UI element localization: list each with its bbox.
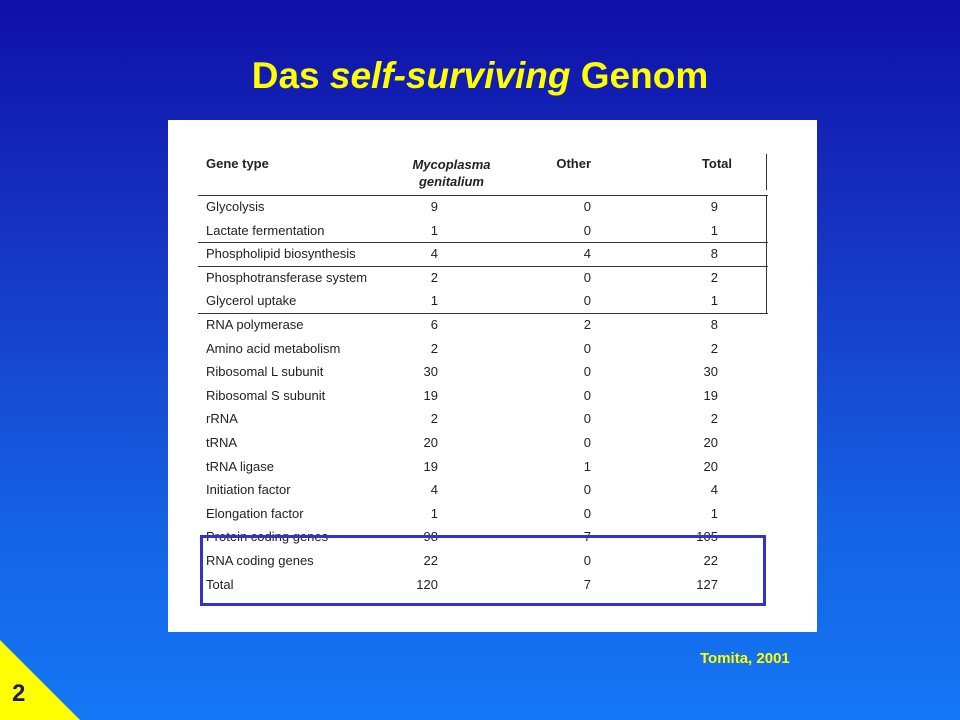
table-header-row <box>198 154 768 196</box>
gene-table <box>198 154 768 597</box>
table-row <box>198 432 768 456</box>
cell-total: 20 <box>703 458 718 474</box>
cell-gene-type: Glycerol uptake <box>206 293 297 309</box>
cell-other: 0 <box>583 387 591 403</box>
cell-mycoplasma: 19 <box>423 387 438 403</box>
cell-total: 127 <box>696 576 718 592</box>
table-row <box>198 456 768 480</box>
cell-mycoplasma: 4 <box>430 246 438 262</box>
cell-total: 2 <box>710 269 718 285</box>
cell-total: 1 <box>710 222 718 238</box>
table-row <box>198 408 768 432</box>
cell-mycoplasma: 22 <box>423 552 438 568</box>
table-divider <box>198 313 768 314</box>
table-row <box>198 267 768 291</box>
cell-mycoplasma: 2 <box>430 269 438 285</box>
cell-mycoplasma: 1 <box>430 293 438 309</box>
cell-other: 7 <box>583 529 591 545</box>
summary-highlight-box <box>200 535 766 606</box>
cell-mycoplasma: 2 <box>430 411 438 427</box>
table-divider <box>198 242 768 243</box>
table-row <box>198 338 768 362</box>
cell-mycoplasma: 2 <box>430 340 438 356</box>
cell-other: 0 <box>583 364 591 380</box>
header-other: Other <box>556 156 591 171</box>
table-vertical-line <box>766 196 767 314</box>
title-suffix: Genom <box>570 55 709 96</box>
cell-other: 7 <box>583 576 591 592</box>
header-total: Total <box>701 156 732 171</box>
cell-gene-type: Protein coding genes <box>206 529 329 545</box>
cell-total: 1 <box>710 293 718 309</box>
cell-gene-type: Ribosomal S subunit <box>206 387 326 403</box>
cell-mycoplasma: 1 <box>430 505 438 521</box>
table-row <box>198 479 768 503</box>
cell-gene-type: RNA polymerase <box>206 316 304 332</box>
cell-gene-type: Phospholipid biosynthesis <box>206 246 356 262</box>
cell-other: 0 <box>583 269 591 285</box>
cell-mycoplasma: 98 <box>423 529 438 545</box>
cell-total: 19 <box>703 387 718 403</box>
table-row <box>198 290 768 314</box>
cell-total: 4 <box>710 482 718 498</box>
table-divider <box>198 195 768 196</box>
cell-gene-type: tRNA <box>206 434 238 450</box>
cell-other: 0 <box>583 482 591 498</box>
cell-total: 8 <box>710 246 718 262</box>
cell-gene-type: Ribosomal L subunit <box>206 364 324 380</box>
cell-mycoplasma: 1 <box>430 222 438 238</box>
cell-mycoplasma: 120 <box>416 576 438 592</box>
cell-total: 20 <box>703 434 718 450</box>
cell-mycoplasma: 20 <box>423 434 438 450</box>
cell-total: 8 <box>710 316 718 332</box>
cell-mycoplasma: 4 <box>430 482 438 498</box>
table-divider <box>198 266 768 267</box>
table-row <box>198 361 768 385</box>
table-row <box>198 385 768 409</box>
cell-gene-type: Phosphotransferase system <box>206 269 368 285</box>
page-number: 2 <box>12 680 26 707</box>
table-row <box>198 220 768 244</box>
table-row <box>198 314 768 338</box>
cell-mycoplasma: 6 <box>430 316 438 332</box>
table-row <box>198 503 768 527</box>
cell-gene-type: RNA coding genes <box>206 552 314 568</box>
cell-other: 0 <box>583 434 591 450</box>
cell-mycoplasma: 30 <box>423 364 438 380</box>
cell-other: 2 <box>583 316 591 332</box>
cell-other: 0 <box>583 199 591 214</box>
title-prefix: Das <box>251 55 330 96</box>
cell-total: 30 <box>703 364 718 380</box>
cell-total: 9 <box>710 199 718 214</box>
cell-other: 0 <box>583 293 591 309</box>
cell-other: 0 <box>583 340 591 356</box>
header-gene-type: Gene type <box>206 156 269 171</box>
cell-total: 2 <box>710 411 718 427</box>
cell-gene-type: Glycolysis <box>206 199 265 214</box>
cell-gene-type: rRNA <box>206 411 238 427</box>
cell-gene-type: tRNA ligase <box>206 458 274 474</box>
cell-other: 0 <box>583 552 591 568</box>
cell-total: 22 <box>703 552 718 568</box>
cell-gene-type: Elongation factor <box>206 505 304 521</box>
cell-other: 1 <box>583 458 591 474</box>
header-vertical-line <box>766 154 767 190</box>
cell-mycoplasma: 9 <box>430 199 438 214</box>
cell-mycoplasma: 19 <box>423 458 438 474</box>
header-mycoplasma <box>404 156 499 190</box>
table-row <box>198 196 768 220</box>
slide-title <box>0 52 960 100</box>
cell-gene-type: Lactate fermentation <box>206 222 325 238</box>
cell-other: 0 <box>583 505 591 521</box>
citation: Tomita, 2001 <box>700 650 790 667</box>
header-myco-line1: Mycoplasma <box>412 157 491 172</box>
table-row <box>198 243 768 267</box>
cell-total: 2 <box>710 340 718 356</box>
cell-total: 105 <box>696 529 718 545</box>
cell-other: 0 <box>583 222 591 238</box>
header-myco-line2: genitalium <box>418 174 484 189</box>
cell-other: 0 <box>583 411 591 427</box>
cell-gene-type: Total <box>206 576 234 592</box>
cell-gene-type: Amino acid metabolism <box>206 340 341 356</box>
cell-total: 1 <box>710 505 718 521</box>
cell-gene-type: Initiation factor <box>206 482 291 498</box>
title-italic: self-surviving <box>329 55 571 96</box>
cell-other: 4 <box>583 246 591 262</box>
